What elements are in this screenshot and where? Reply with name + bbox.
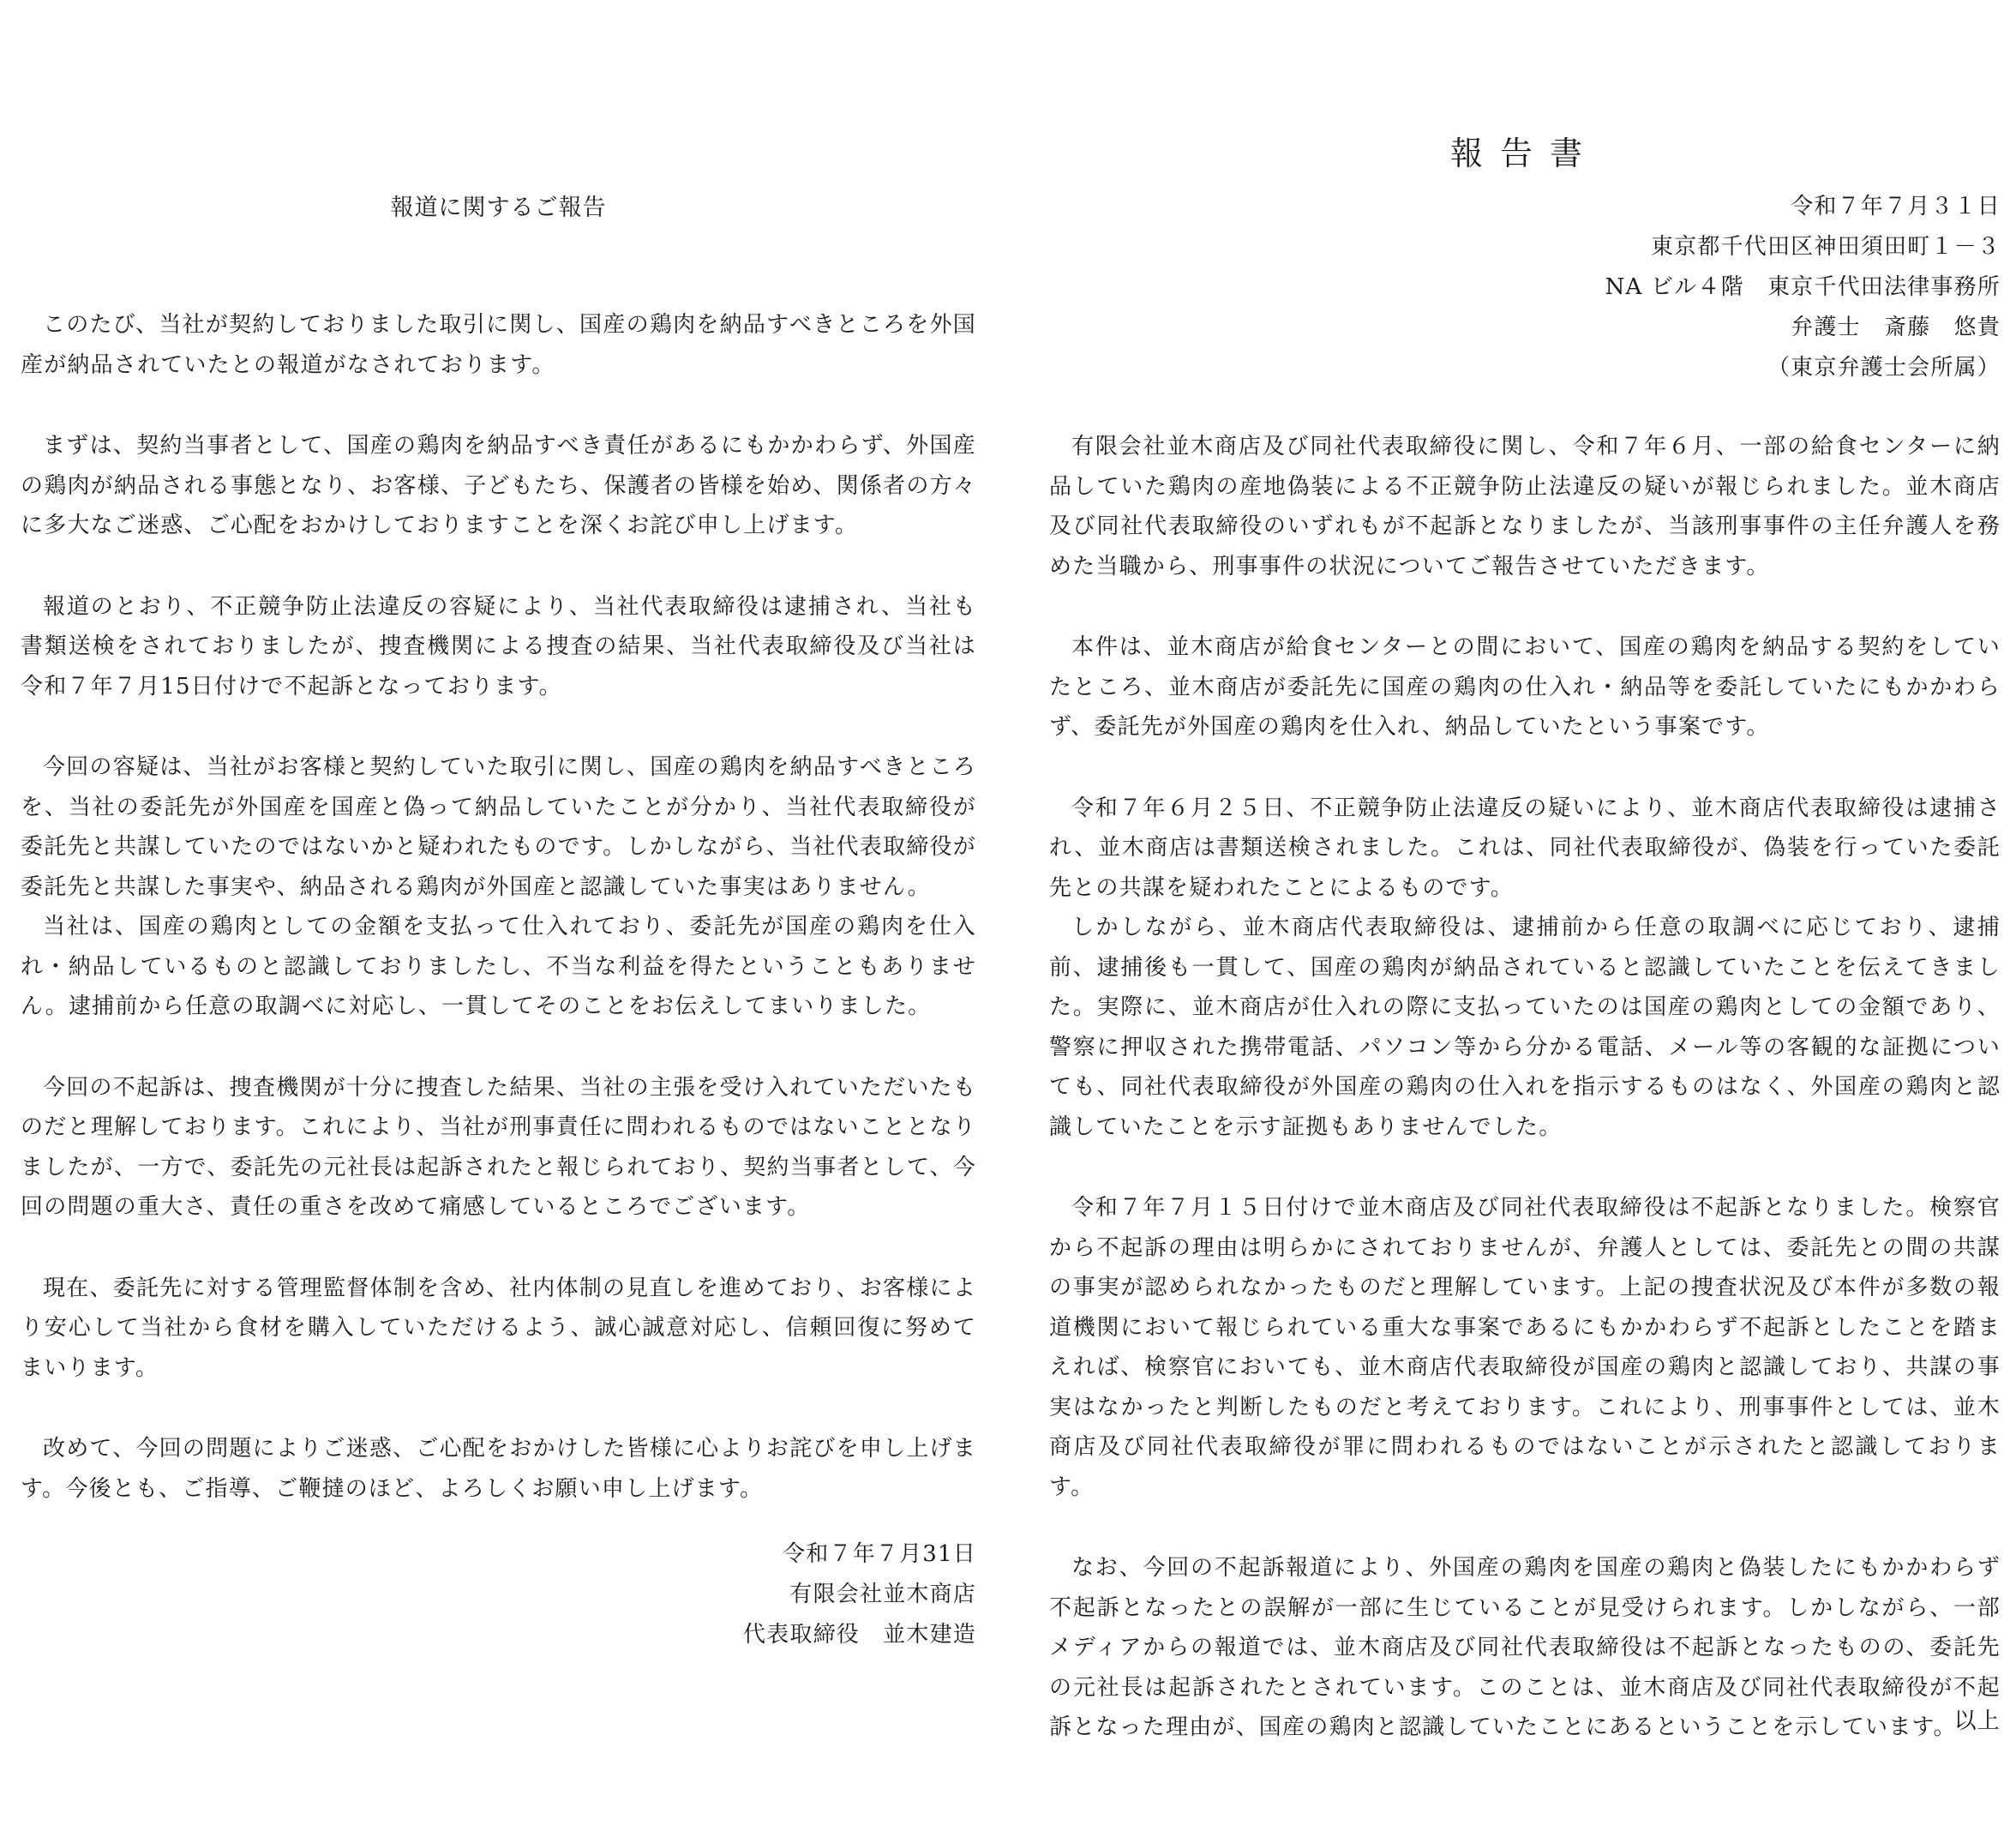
- paragraph: 有限会社並木商店及び同社代表取締役に関し、令和７年６月、一部の給食センターに納品していた鶏肉の産地偽装による不正競争防止法違反の疑いが報じられました。並木商店及び同社代表取締役のいずれもが不起訴となりましたが、当該刑事事件の主任弁護人を務めた当職から、刑事事件の状況についてご報告させていただきます。: [1049, 434, 2001, 579]
- paragraph: 令和７年６月２５日、不正競争防止法違反の疑いにより、並木商店代表取締役は逮捕され、並木商店は書類送検されました。これは、同社代表取締役が、偽装を行っていた委託先との共謀を疑われたことによるものです。: [1049, 795, 2001, 901]
- document-title: 報告書: [1449, 135, 1599, 172]
- paragraph: 今回の不起訴は、捜査機関が十分に捜査した結果、当社の主張を受け入れていただいたものだと理解しております。これにより、当社が刑事責任に問われるものではないこととなりましたが、一方で、委託先の元社長は起訴されたと報じられており、契約当事者として、今回の問題の重大さ、責任の重さを改めて痛感しているところでございます。: [21, 1074, 976, 1220]
- paragraph: 改めて、今回の問題によりご迷惑、ご心配をおかけした皆様に心よりお詫びを申し上げます。今後とも、ご指導、ご鞭撻のほど、よろしくお願い申し上げます。: [21, 1436, 976, 1502]
- paragraph: 本件は、並木商店が給食センターとの間において、国産の鶏肉を納品する契約をしていたところ、並木商店が委託先に国産の鶏肉の仕入れ・納品等を委託していたにもかかわらず、委託先が外国産の鶏肉を仕入れ、納品していたという事案です。: [1049, 634, 2001, 740]
- paragraph: なお、今回の不起訴報道により、外国産の鶏肉を国産の鶏肉と偽装したにもかかわらず不起訴となったとの誤解が一部に生じていることが見受けられます。しかしながら、一部メディアからの報道では、並木商店及び同社代表取締役は不起訴となったものの、委託先の元社長は起訴されたとされています。このことは、並木商店及び同社代表取締役が不起訴となった理由が、国産の鶏肉と認識していたことにあるということを示しています。: [1049, 1555, 2001, 1740]
- paragraph: しかしながら、並木商店代表取締役は、逮捕前から任意の取調べに応じており、逮捕前、逮捕後も一貫して、国産の鶏肉が納品されていると認識していたことを伝えてきました。実際に、並木商店が仕入れの際に支払っていたのは国産の鶏肉としての金額であり、警察に押収された携帯電話、パソコン等から分かる電話、メール等の客観的な証拠についても、同社代表取締役が外国産の鶏肉の仕入れを指示するものはなく、外国産の鶏肉と認識していたことを示す証拠もありませんでした。: [1049, 915, 2001, 1140]
- paragraph: 報道のとおり、不正競争防止法違反の容疑により、当社代表取締役は逮捕され、当社も書類送検をされておりましたが、捜査機関による捜査の結果、当社代表取締役及び当社は令和７年７月15日付けで不起訴となっております。: [21, 593, 976, 699]
- paragraph: まずは、契約当事者として、国産の鶏肉を納品すべき責任があるにもかかわらず、外国産の鶏肉が納品される事態となり、お客様、子どもたち、保護者の皆様を始め、関係者の方々に多大なご迷惑、ご心配をおかけしておりますことを深くお詫び申し上げます。: [21, 433, 976, 538]
- header-lawyer: 弁護士 斎藤 悠貴: [1791, 315, 2001, 340]
- document-title: 報道に関するご報告: [390, 195, 607, 221]
- document-body: [21, 305, 976, 1509]
- paragraph: 今回の容疑は、当社がお客様と契約していた取引に関し、国産の鶏肉を納品すべきところを、当社の委託先が外国産を国産と偽って納品していたことが分かり、当社代表取締役が委託先と共謀していたのではないかと疑われたものです。しかしながら、当社代表取締役が委託先と共謀した事実や、納品される鶏肉が外国産と認識していた事実はありません。: [21, 754, 976, 900]
- paragraph: 当社は、国産の鶏肉としての金額を支払って仕入れており、委託先が国産の鶏肉を仕入れ・納品しているものと認識しておりましたし、不当な利益を得たということもありません。逮捕前から任意の取調べに対応し、一貫してそのことをお伝えしてまいりました。: [21, 914, 976, 1019]
- signature-representative: 代表取締役 並木建造: [742, 1622, 976, 1648]
- paragraph: このたび、当社が契約しておりました取引に関し、国産の鶏肉を納品すべきところを外国産が納品されていたとの報道がなされております。: [21, 312, 976, 378]
- left-document: [21, 0, 976, 1843]
- signature-date: 令和７年７月31日: [783, 1541, 976, 1567]
- header-address: 東京都千代田区神田須田町１－３: [1650, 234, 2001, 260]
- closing-mark: 以上: [1953, 1708, 2001, 1734]
- signature-company: 有限会社並木商店: [789, 1582, 976, 1607]
- header-association: （東京弁護士会所属）: [1767, 355, 2001, 381]
- header-date: 令和７年７月３１日: [1791, 194, 2001, 219]
- paragraph: 令和７年７月１５日付けで並木商店及び同社代表取締役は不起訴となりました。検察官から不起訴の理由は明らかにされておりませんが、弁護人としては、委託先との間の共謀の事実が認められなかったものだと理解しています。上記の捜査状況及び本件が多数の報道機関において報じられている重大な事案であるにもかかわらず不起訴としたことを踏まえれば、検察官においても、並木商店代表取締役が国産の鶏肉と認識しており、共謀の事実はなかったと判断したものだと考えております。これにより、刑事事件としては、並木商店及び同社代表取締役が罪に問われるものではないことが示されたと認識しております。: [1049, 1195, 2001, 1500]
- header-office: NA ビル４階 東京千代田法律事務所: [1605, 274, 2001, 300]
- letterhead-block: [1605, 187, 2001, 388]
- right-document: [1049, 0, 2001, 1843]
- document-body: [1049, 427, 2001, 1748]
- signature-block: [743, 1534, 976, 1655]
- paragraph: 現在、委託先に対する管理監督体制を含め、社内体制の見直しを進めており、お客様により安心して当社から食材を購入していただけるよう、誠心誠意対応し、信頼回復に努めてまいります。: [21, 1275, 976, 1381]
